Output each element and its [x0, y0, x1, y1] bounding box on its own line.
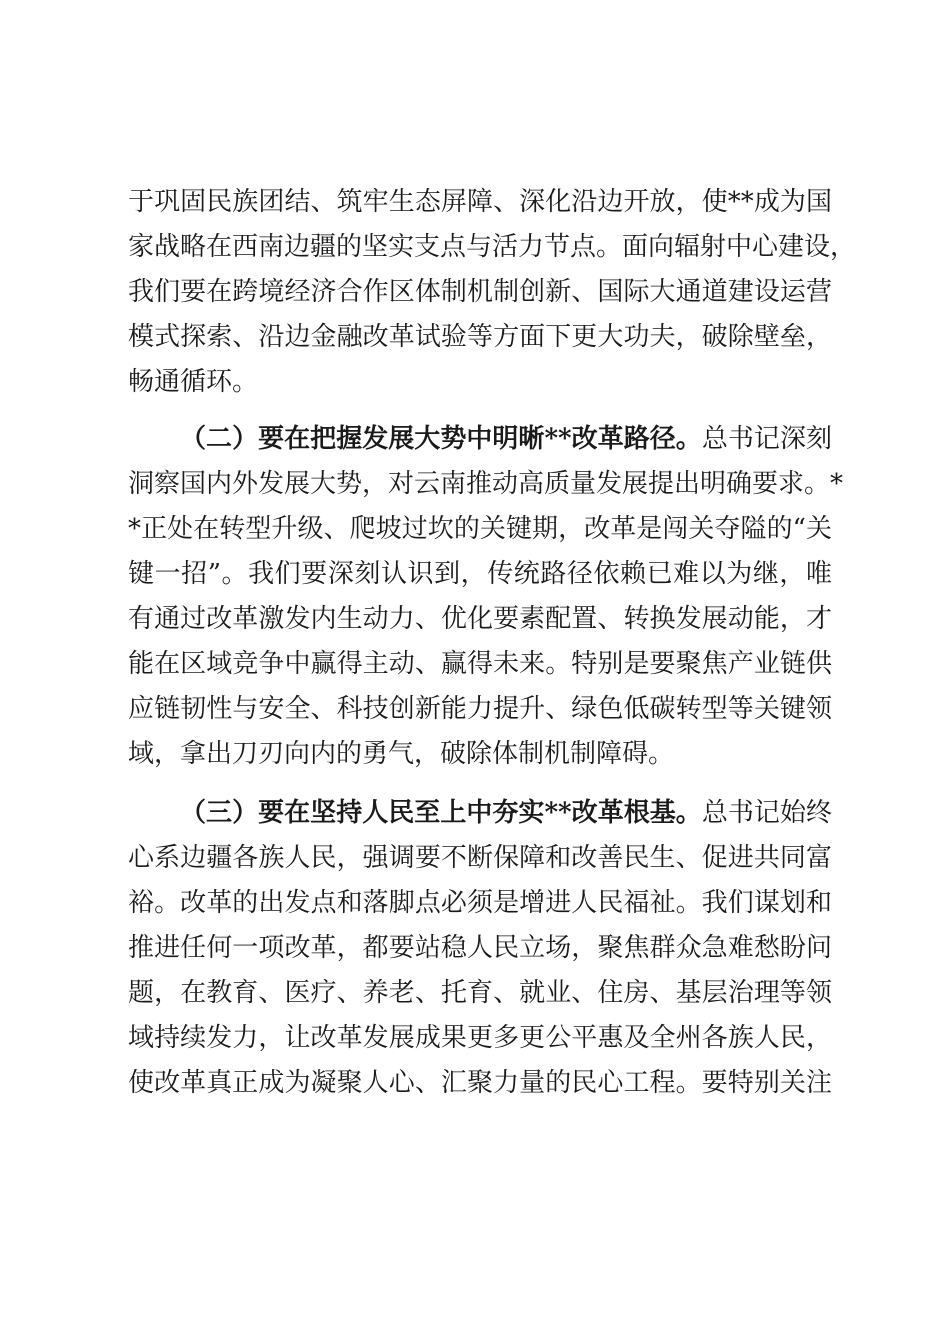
section-3-first-line [180, 791, 832, 835]
text-line: 域，拿出刀刃向内的勇气，破除体制机制障碍。 [128, 739, 675, 769]
text-line: 家战略在西南边疆的坚实支点与活力节点。面向辐射中心建设， [128, 232, 857, 262]
text-line: 题，在教育、医疗、养老、托育、就业、住房、基层治理等领 [128, 978, 832, 1008]
section-2-heading: （二）要在把握发展大势中明晰**改革路径。 [180, 424, 702, 454]
section-2-first-line-rest: 总书记深刻 [701, 424, 832, 454]
text-line: 洞察国内外发展大势，对云南推动高质量发展提出明确要求。* [128, 469, 844, 499]
text-line: 裕。改革的出发点和落脚点必须是增进人民福祉。我们谋划和 [128, 888, 832, 918]
text-line: 键一招”。我们要深刻认识到，传统路径依赖已难以为继，唯 [128, 559, 832, 589]
text-line: 能在区域竞争中赢得主动、赢得未来。特别是要聚焦产业链供 [128, 649, 832, 679]
text-line: 畅通循环。 [128, 367, 259, 397]
section-3-first-line-rest: 总书记始终 [701, 798, 832, 828]
text-line: 有通过改革激发内生动力、优化要素配置、转换发展动能，才 [128, 604, 832, 634]
text-line: 应链韧性与安全、科技创新能力提升、绿色低碳转型等关键领 [128, 694, 832, 724]
text-line: 我们要在跨境经济合作区体制机制创新、国际大通道建设运营 [128, 277, 832, 307]
section-3-heading: （三）要在坚持人民至上中夯实**改革根基。 [180, 798, 702, 828]
text-line: 域持续发力，让改革发展成果更多更公平惠及全州各族人民， [128, 1023, 832, 1053]
text-line: 推进任何一项改革，都要站稳人民立场，聚焦群众急难愁盼问 [128, 933, 832, 963]
section-2-first-line [180, 417, 832, 461]
text-line: *正处在转型升级、爬坡过坎的关键期，改革是闯关夺隘的“关 [128, 514, 832, 544]
text-line: 模式探索、沿边金融改革试验等方面下更大功夫，破除壁垒， [128, 322, 832, 352]
text-line: 于巩固民族团结、筑牢生态屏障、深化沿边开放，使**成为国 [128, 187, 832, 217]
text-line: 心系边疆各族人民，强调要不断保障和改善民生、促进共同富 [128, 843, 832, 873]
text-line: 使改革真正成为凝聚人心、汇聚力量的民心工程。要特别关注 [128, 1068, 832, 1098]
